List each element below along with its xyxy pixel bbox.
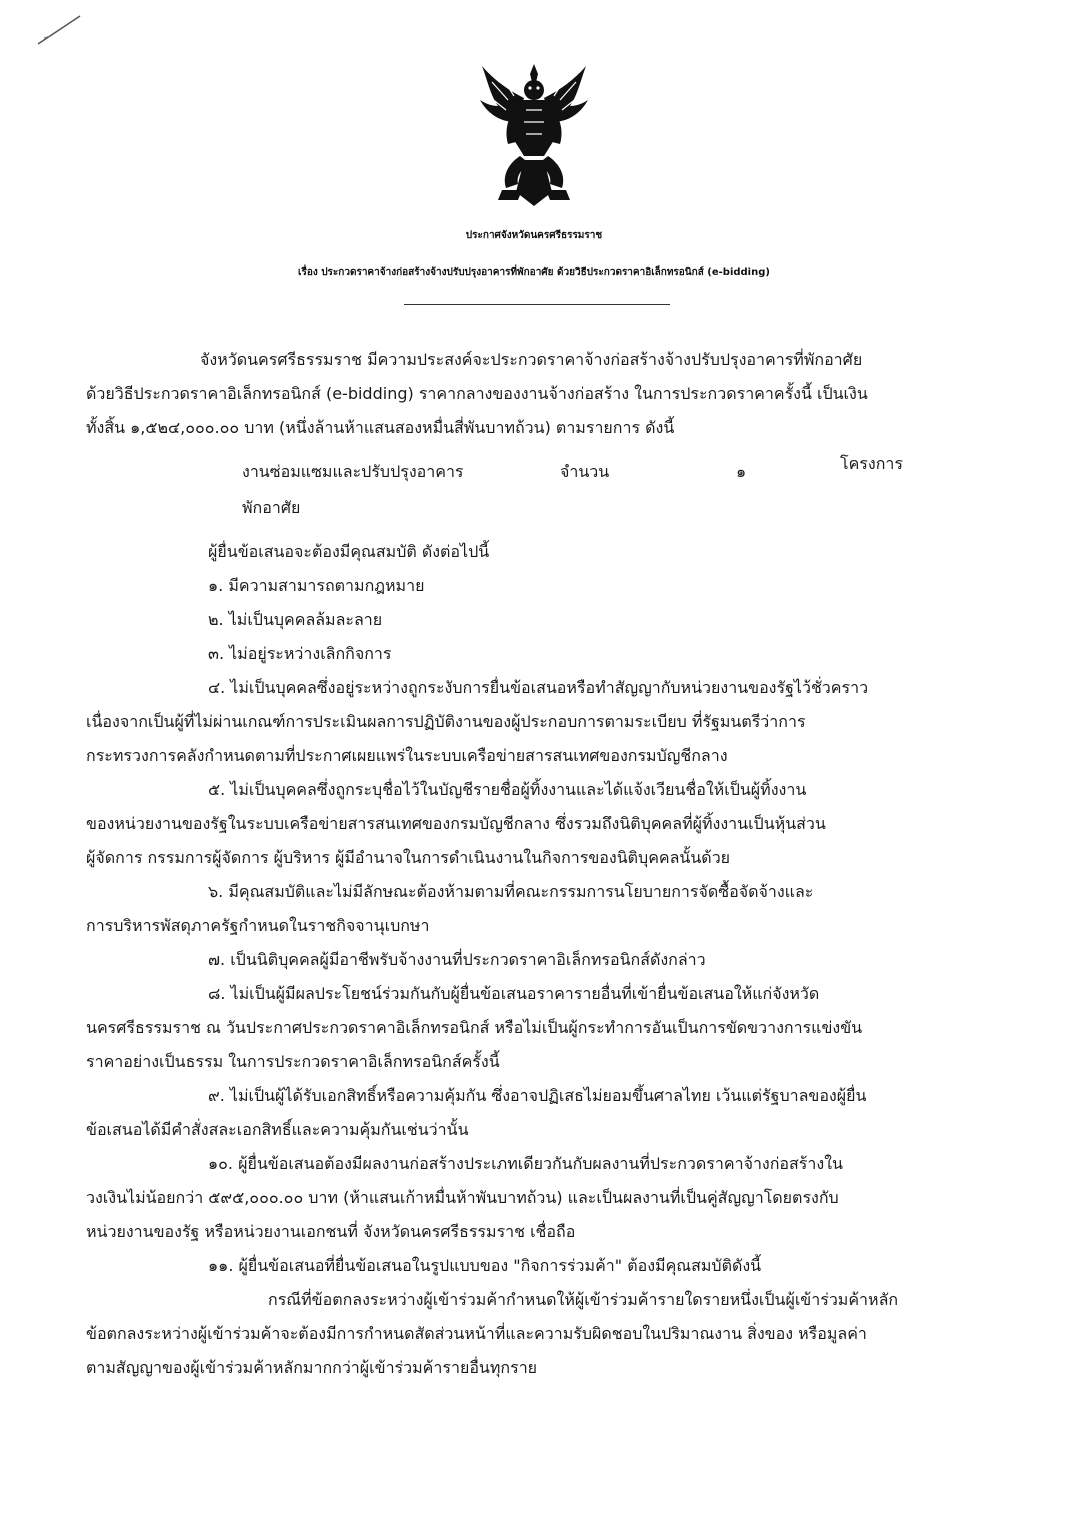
intro-line-1: จังหวัดนครศรีธรรมราช มีความประสงค์จะประกวดราคาจ้างก่อสร้างจ้างปรับปรุงอาคารที่พักอาศัย <box>200 350 863 369</box>
qualification-5-line-3: ผู้จัดการ กรรมการผู้จัดการ ผู้บริหาร ผู้มีอำนาจในการดำเนินงานในกิจการของนิติบุคคลนั้นด้วย <box>86 848 731 867</box>
qualification-4-line-3: กระทรวงการคลังกำหนดตามที่ประกาศเผยแพร่ในระบบเครือข่ายสารสนเทศของกรมบัญชีกลาง <box>86 746 728 765</box>
item-unit: โครงการ <box>840 454 903 473</box>
qualification-9-line-1: ๙. ไม่เป็นผู้ได้รับเอกสิทธิ์หรือความคุ้มกัน ซึ่งอาจปฏิเสธไม่ยอมขึ้นศาลไทย เว้นแต่รัฐบาลของผู้ยื่น <box>208 1086 867 1105</box>
qualification-7: ๗. เป็นนิติบุคคลผู้มีอาชีพรับจ้างงานที่ประกวดราคาอิเล็กทรอนิกส์ดังกล่าว <box>208 950 706 969</box>
qualification-11-line-1: ๑๑. ผู้ยื่นข้อเสนอที่ยื่นข้อเสนอในรูปแบบของ "กิจการร่วมค้า" ต้องมีคุณสมบัติดังนี้ <box>208 1256 762 1275</box>
qualification-8-line-1: ๘. ไม่เป็นผู้มีผลประโยชน์ร่วมกันกับผู้ยื่นข้อเสนอราคารายอื่นที่เข้ายื่นข้อเสนอให้แก่จังหวัด <box>208 984 820 1003</box>
qualification-5-line-1: ๕. ไม่เป็นบุคคลซึ่งถูกระบุชื่อไว้ในบัญชีรายชื่อผู้ทิ้งงานและได้แจ้งเวียนชื่อให้เป็นผู้ทิ้งงาน <box>208 780 807 799</box>
qualification-9-line-2: ข้อเสนอได้มีคำสั่งสละเอกสิทธิ์และความคุ้มกันเช่นว่านั้น <box>86 1120 469 1139</box>
qualification-10-line-1: ๑๐. ผู้ยื่นข้อเสนอต้องมีผลงานก่อสร้างประเภทเดียวกันกับผลงานที่ประกวดราคาจ้างก่อสร้างใน <box>208 1154 843 1173</box>
qualification-1: ๑. มีความสามารถตามกฎหมาย <box>208 576 425 595</box>
qualification-2: ๒. ไม่เป็นบุคคลล้มละลาย <box>208 610 383 629</box>
qualification-11-line-2: กรณีที่ข้อตกลงระหว่างผู้เข้าร่วมค้ากำหนดให้ผู้เข้าร่วมค้ารายใดรายหนึ่งเป็นผู้เข้าร่วมค้าหลัก <box>268 1290 899 1309</box>
announcement-subject: เรื่อง ประกวดราคาจ้างก่อสร้างจ้างปรับปรุงอาคารที่พักอาศัย ด้วยวิธีประกวดราคาอิเล็กทรอนิกส์ (e-bidding) <box>298 267 770 278</box>
intro-line-3: ทั้งสิ้น ๑,๕๒๔,๐๐๐.๐๐ บาท (หนึ่งล้านห้าแสนสองหมื่นสี่พันบาทถ้วน) ตามรายการ ดังนี้ <box>86 418 675 437</box>
qualification-10-line-3: หน่วยงานของรัฐ หรือหน่วยงานเอกชนที่ จังหวัดนครศรีธรรมราช เชื่อถือ <box>86 1222 576 1241</box>
qualification-8-line-2: นครศรีธรรมราช ณ วันประกาศประกวดราคาอิเล็กทรอนิกส์ หรือไม่เป็นผู้กระทำการอันเป็นการขัดขวางการแข่งขัน <box>86 1018 863 1037</box>
item-qty-label: จำนวน <box>560 462 610 481</box>
item-qty: ๑ <box>736 462 747 481</box>
announcement-title: ประกาศจังหวัดนครศรีธรรมราช <box>465 230 603 241</box>
qualification-4-line-1: ๔. ไม่เป็นบุคคลซึ่งอยู่ระหว่างถูกระงับการยื่นข้อเสนอหรือทำสัญญากับหน่วยงานของรัฐไว้ชั่วคราว <box>208 678 869 697</box>
item-name-line-1: งานซ่อมแซมและปรับปรุงอาคาร <box>242 462 464 481</box>
qualification-6-line-1: ๖. มีคุณสมบัติและไม่มีลักษณะต้องห้ามตามที่คณะกรรมการนโยบายการจัดซื้อจัดจ้างและ <box>208 882 814 901</box>
pen-mark <box>36 12 82 46</box>
qualification-3: ๓. ไม่อยู่ระหว่างเลิกกิจการ <box>208 644 392 663</box>
qualification-5-line-2: ของหน่วยงานของรัฐในระบบเครือข่ายสารสนเทศของกรมบัญชีกลาง ซึ่งรวมถึงนิติบุคคลที่ผู้ทิ้งงานเป็นหุ้นส่วน <box>86 814 826 833</box>
header-divider <box>404 304 670 305</box>
garuda-emblem <box>478 60 590 210</box>
qualification-10-line-2: วงเงินไม่น้อยกว่า ๕๙๕,๐๐๐.๐๐ บาท (ห้าแสนเก้าหมื่นห้าพันบาทถ้วน) และเป็นผลงานที่เป็นคู่สัญญาโดยตรงกับ <box>86 1188 839 1207</box>
qualification-8-line-3: ราคาอย่างเป็นธรรม ในการประกวดราคาอิเล็กทรอนิกส์ครั้งนี้ <box>86 1052 500 1071</box>
qualification-6-line-2: การบริหารพัสดุภาครัฐกำหนดในราชกิจจานุเบกษา <box>86 916 430 935</box>
qualification-11-line-4: ตามสัญญาของผู้เข้าร่วมค้าหลักมากกว่าผู้เข้าร่วมค้ารายอื่นทุกราย <box>86 1358 538 1377</box>
item-name-line-2: พักอาศัย <box>242 498 301 517</box>
qualification-11-line-3: ข้อตกลงระหว่างผู้เข้าร่วมค้าจะต้องมีการกำหนดสัดส่วนหน้าที่และความรับผิดชอบในปริมาณงาน สิ่งของ หรือมูลค่า <box>86 1324 867 1343</box>
qualification-4-line-2: เนื่องจากเป็นผู้ที่ไม่ผ่านเกณฑ์การประเมินผลการปฏิบัติงานของผู้ประกอบการตามระเบียบ ที่รัฐมนตรีว่าการ <box>86 712 806 731</box>
intro-line-2: ด้วยวิธีประกวดราคาอิเล็กทรอนิกส์ (e-bidding) ราคากลางของงานจ้างก่อสร้าง ในการประกวดราคาครั้งนี้ เป็นเงิน <box>86 384 868 403</box>
qualifications-heading: ผู้ยื่นข้อเสนอจะต้องมีคุณสมบัติ ดังต่อไปนี้ <box>208 542 490 561</box>
